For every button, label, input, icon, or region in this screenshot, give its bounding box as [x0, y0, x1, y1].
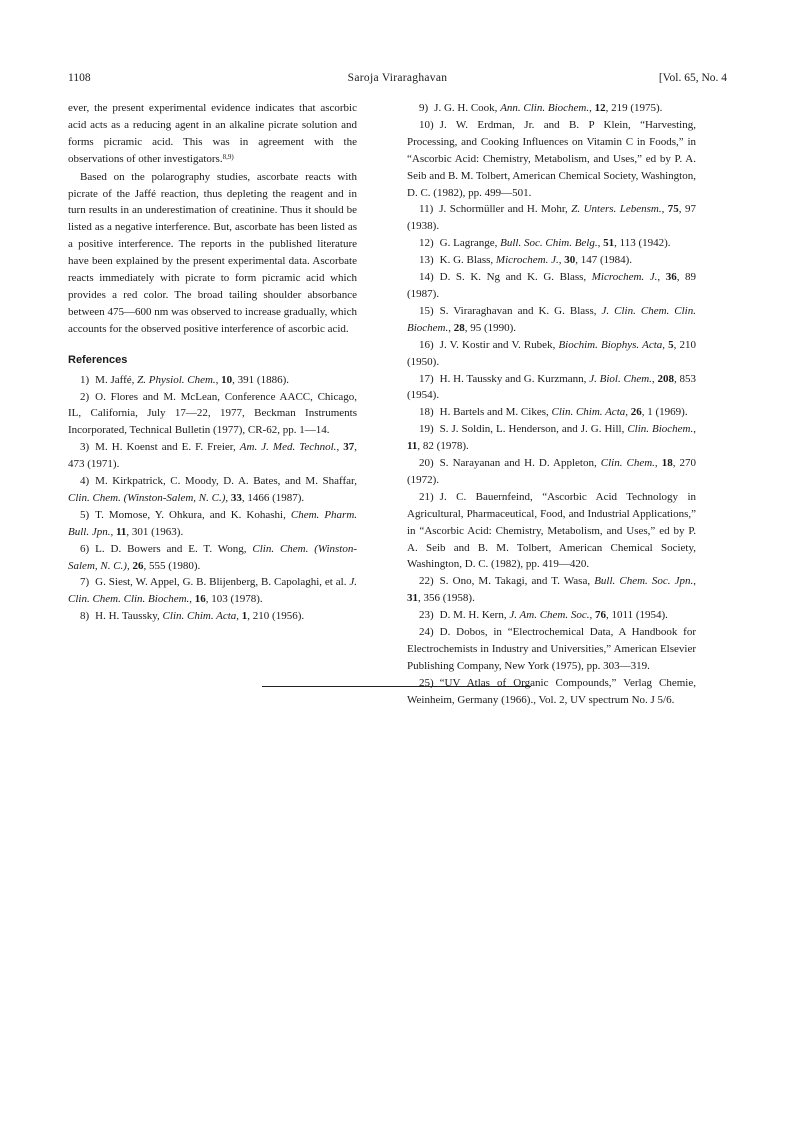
reference-authors: M. H. Koenst and E. F. Freier,: [95, 441, 240, 454]
reference-authors: H. Bartels and M. Cikes,: [439, 406, 552, 419]
reference-number: 25): [419, 676, 434, 689]
reference-authors: “UV Atlas of Organic Compounds,” Verlag Chemie, Weinheim, Germany (1966)., Vol. 2, UV spectrum No. J 5/6.: [407, 676, 696, 706]
reference-journal: Microchem. J.: [495, 254, 559, 267]
reference-journal: J. Biol. Chem.: [589, 372, 652, 385]
reference-authors: M. Jaffé,: [95, 373, 138, 386]
reference-number: 13): [419, 254, 434, 267]
reference-journal: Clin. Chem. (Winston-Salem, N. C.): [68, 491, 226, 504]
running-header: [68, 72, 727, 88]
reference-pages: , 82 (1978).: [417, 440, 469, 453]
reference-volume: 16: [194, 593, 206, 606]
reference-volume: 33: [230, 491, 242, 504]
reference-authors: J. C. Bauernfeind, “Ascorbic Acid Technology in Agricultural, Pharmaceutical, Food, and Industrial Applications,” in “Ascorbic Acid: Chemistry, Metabolism, and Uses,” ed by P. A. Seib and B. M. Tolbert, American Chemical Society, Washington, D. C. (1982), pp. 419—420.: [407, 490, 696, 571]
reference-authors: J. G. H. Cook,: [434, 102, 501, 114]
reference-pages: , 270 (1972).: [407, 457, 697, 486]
reference-journal: Bull. Soc. Chim. Belg.: [500, 237, 598, 250]
reference-item: [407, 489, 696, 574]
reference-item: 7) G. Siest, W. Appel, G. B. Blijenberg, B. Capolaghi, et al. J. Clin. Chem. Clin. Biochem., 16, 103 (1978).: [68, 576, 357, 606]
reference-authors: S. Narayanan and H. D. Appleton,: [439, 457, 601, 470]
reference-number: 6): [80, 542, 90, 555]
reference-pages: , 95 (1990).: [464, 321, 517, 334]
reference-item: 3) M. H. Koenst and E. F. Freier, Am. J. Med. Technol., 37, 473 (1971).: [68, 441, 357, 471]
reference-item: 16) J. V. Kostir and V. Rubek, Biochim. Biophys. Acta, 5, 210 (1950).: [407, 338, 697, 368]
reference-item: 12) G. Lagrange, Bull. Soc. Chim. Belg., 51, 113 (1942).: [419, 237, 671, 250]
reference-number: 12): [419, 237, 434, 250]
reference-item: 9) J. G. H. Cook, Ann. Clin. Biochem., 12, 219 (1975).: [419, 102, 663, 114]
reference-item: 22) S. Ono, M. Takagi, and T. Wasa, Bull. Chem. Soc. Jpn., 31, 356 (1958).: [407, 575, 696, 605]
reference-pages: , 97 (1938).: [407, 203, 696, 233]
reference-authors: H. H. Taussky,: [95, 610, 163, 623]
reference-authors: M. Kirkpatrick, C. Moody, D. A. Bates, and M. Shaffar,: [95, 475, 357, 488]
body-paragraph-2: Based on the polarography studies, ascorbate reacts with picrate of the Jaffé reaction, thus depleting the reagent and in turn results in an underestimation of creatinine. Thus it should be listed as a negative interference. But, ascorbate has been listed as a positive interference. The reports in the published literature have been explained by the present experimental data. Ascorbate reacts immediately with picrate to form picramic acid which provides a red color. The broad tailing shoulder absorbance between 475—600 nm was observed to increase gradually, which accounts for the observed positive interference of ascorbic acid.: [68, 170, 357, 335]
reference-volume: 208: [657, 372, 674, 385]
reference-volume: 10: [221, 373, 233, 386]
reference-volume: 30: [564, 254, 576, 267]
body-paragraph-1: [68, 100, 357, 168]
reference-pages: , 391 (1886).: [232, 373, 289, 386]
reference-item: [407, 675, 696, 709]
reference-authors: O. Flores and M. McLean, Conference AACC, Chicago, IL, California, July 17—22, 1977, Beckman Instruments Incorporated, Technical Bulletin (1977), CR-62, pp. 1—14.: [68, 390, 357, 437]
reference-journal: J. Clin. Chem. Clin. Biochem.: [407, 304, 696, 334]
reference-journal: J. Am. Chem. Soc.: [509, 609, 590, 622]
reference-pages: , 853 (1954).: [407, 372, 697, 402]
reference-volume: 51: [603, 237, 615, 250]
reference-pages: , 113 (1942).: [614, 237, 671, 250]
reference-volume: 76: [595, 609, 606, 622]
reference-item: [407, 624, 696, 675]
reference-authors: J. V. Kostir and V. Rubek,: [439, 338, 559, 351]
reference-journal: Bull. Chem. Soc. Jpn.: [594, 575, 694, 588]
reference-journal: Clin. Chim. Acta: [162, 610, 237, 623]
reference-pages: , 147 (1984).: [575, 254, 633, 267]
reference-number: 22): [419, 575, 434, 588]
reference-journal: Clin. Chem.: [600, 457, 655, 470]
reference-journal: Am. J. Med. Technol.: [239, 441, 337, 454]
reference-volume: 1: [241, 610, 248, 623]
reference-item: [68, 389, 357, 440]
reference-number: 14): [419, 271, 434, 284]
reference-volume: 31: [407, 592, 418, 605]
reference-authors: K. G. Blass,: [439, 254, 496, 267]
reference-item: 6) L. D. Bowers and E. T. Wong, Clin. Chem. (Winston-Salem, N. C.), 26, 555 (1980).: [68, 542, 357, 572]
page-number: 1108: [68, 72, 91, 84]
reference-pages: , 1466 (1987).: [241, 491, 305, 504]
reference-item: [407, 117, 696, 202]
reference-pages: , 473 (1971).: [68, 441, 357, 471]
reference-number: 23): [419, 609, 434, 622]
reference-number: 11): [419, 203, 434, 216]
running-author: [68, 72, 727, 84]
para1-text: ever, the present experimental evidence indicates that ascorbic acid acts as a reducing agent in an alkaline picrate solution and forms picramic acid. This was in agreement with the observations of other investigators.: [68, 102, 357, 165]
reference-volume: 36: [665, 271, 677, 284]
reference-item: 5) T. Momose, Y. Ohkura, and K. Kohashi, Chem. Pharm. Bull. Jpn., 11, 301 (1963).: [68, 508, 358, 538]
reference-authors: L. D. Bowers and E. T. Wong,: [95, 542, 253, 555]
reference-journal: Z. Physiol. Chem.: [137, 373, 216, 386]
reference-journal: Clin. Biochem.: [627, 423, 694, 436]
reference-pages: , 89 (1987).: [407, 271, 696, 300]
reference-volume: 12: [594, 102, 606, 114]
reference-journal: Z. Unters. Lebensm.: [571, 203, 662, 216]
reference-volume: 26: [630, 406, 642, 419]
reference-pages: , 210 (1956).: [247, 610, 305, 623]
reference-number: 19): [419, 423, 434, 436]
reference-pages: , 219 (1975).: [605, 102, 663, 114]
author-first: Saroja: [347, 72, 379, 84]
references-heading: References: [68, 353, 128, 366]
right-column: [407, 100, 696, 709]
reference-journal: Chem. Pharm. Bull. Jpn.: [68, 508, 358, 538]
reference-item: 14) D. S. K. Ng and K. G. Blass, Microchem. J., 36, 89 (1987).: [407, 271, 696, 300]
reference-volume: 75: [667, 203, 679, 216]
reference-journal: Ann. Clin. Biochem.: [500, 102, 590, 114]
reference-item: 18) H. Bartels and M. Cikes, Clin. Chim. Acta, 26, 1 (1969).: [419, 406, 688, 419]
reference-authors: J. Schormüller and H. Mohr,: [439, 203, 572, 216]
reference-journal: Biochim. Biophys. Acta: [558, 338, 663, 351]
reference-volume: 18: [661, 457, 673, 470]
reference-number: 2): [80, 390, 90, 403]
reference-number: 4): [80, 475, 90, 488]
references-list-right: [407, 100, 696, 709]
reference-volume: 28: [453, 321, 465, 334]
reference-number: 9): [419, 102, 429, 114]
author-last: Viraraghavan: [381, 72, 448, 84]
reference-volume: 5: [668, 338, 674, 351]
reference-number: 18): [419, 406, 434, 419]
reference-item: 19) S. J. Soldin, L. Henderson, and J. G. Hill, Clin. Biochem., 11, 82 (1978).: [407, 423, 696, 453]
reference-authors: D. Dobos, in “Electrochemical Data, A Handbook for Electrochemists in Industry and Universities,” American Elsevier Publishing Company, New York (1975), pp. 303—319.: [407, 626, 696, 672]
reference-item: 8) H. H. Taussky, Clin. Chim. Acta, 1, 210 (1956).: [80, 610, 305, 623]
reference-number: 3): [80, 441, 90, 454]
reference-journal: Clin. Chem. (Winston-Salem, N. C.): [68, 542, 357, 572]
reference-number: 10): [419, 118, 434, 131]
reference-authors: S. J. Soldin, L. Henderson, and J. G. Hill,: [439, 423, 628, 436]
end-rule: [262, 686, 531, 687]
reference-number: 16): [419, 338, 434, 351]
reference-volume: 37: [343, 441, 355, 454]
reference-item: 15) S. Viraraghavan and K. G. Blass, J. Clin. Chem. Clin. Biochem., 28, 95 (1990).: [407, 304, 696, 334]
references-list-left: [68, 372, 357, 626]
reference-journal: J. Clin. Chem. Clin. Biochem.: [68, 576, 357, 606]
reference-number: 15): [419, 304, 434, 317]
reference-item: 13) K. G. Blass, Microchem. J., 30, 147 (1984).: [419, 254, 633, 267]
reference-authors: G. Siest, W. Appel, G. B. Blijenberg, B. Capolaghi, et al.: [95, 576, 350, 589]
reference-number: 17): [419, 372, 434, 385]
reference-number: 8): [80, 610, 90, 623]
reference-pages: , 1 (1969).: [641, 406, 688, 419]
reference-number: 24): [419, 626, 434, 639]
reference-pages: , 1011 (1954).: [606, 609, 668, 622]
reference-authors: G. Lagrange,: [439, 237, 501, 250]
left-column: [68, 100, 357, 625]
reference-authors: S. Viraraghavan and K. G. Blass,: [439, 304, 602, 317]
reference-pages: , 356 (1958).: [418, 592, 475, 605]
volume-info: [Vol. 65, No. 4: [658, 72, 727, 84]
reference-item: 4) M. Kirkpatrick, C. Moody, D. A. Bates, and M. Shaffar, Clin. Chem. (Winston-Salem, N. C.), 33, 1466 (1987).: [68, 475, 357, 504]
reference-pages: , 210 (1950).: [407, 338, 697, 368]
reference-number: 1): [80, 373, 90, 386]
reference-item: 17) H. H. Taussky and G. Kurzmann, J. Biol. Chem., 208, 853 (1954).: [407, 372, 697, 402]
reference-journal: Clin. Chim. Acta: [551, 406, 626, 419]
reference-volume: 11: [115, 525, 127, 538]
reference-number: 7): [80, 576, 90, 589]
reference-number: 5): [80, 508, 90, 521]
reference-volume: 26: [132, 559, 144, 572]
citation-superscript: 8,9): [222, 152, 234, 161]
reference-authors: D. S. K. Ng and K. G. Blass,: [439, 271, 592, 284]
reference-journal: Microchem. J.: [591, 271, 658, 284]
reference-authors: H. H. Taussky and G. Kurzmann,: [439, 372, 590, 385]
reference-pages: , 103 (1978).: [205, 593, 263, 606]
reference-number: 21): [419, 490, 434, 503]
reference-item: 23) D. M. H. Kern, J. Am. Chem. Soc., 76, 1011 (1954).: [419, 609, 668, 622]
reference-item: 1) M. Jaffé, Z. Physiol. Chem., 10, 391 (1886).: [80, 373, 289, 386]
reference-item: 11) J. Schormüller and H. Mohr, Z. Unters. Lebensm., 75, 97 (1938).: [407, 203, 696, 233]
reference-pages: , 555 (1980).: [143, 559, 201, 572]
reference-number: 20): [419, 457, 434, 470]
reference-authors: T. Momose, Y. Ohkura, and K. Kohashi,: [95, 508, 291, 521]
reference-pages: , 301 (1963).: [126, 525, 184, 538]
reference-authors: D. M. H. Kern,: [439, 609, 510, 622]
reference-item: 20) S. Narayanan and H. D. Appleton, Clin. Chem., 18, 270 (1972).: [407, 457, 697, 486]
reference-authors: J. W. Erdman, Jr. and B. P Klein, “Harvesting, Processing, and Cooking Influences on Vitamin C in Foods,” in “Ascorbic Acid: Chemistry, Metabolism, and Uses,” ed by P. A. Seib and B. M. Tolbert, American Chemical Society, Washington, D. C. (1982), pp. 499—501.: [407, 118, 696, 199]
reference-authors: S. Ono, M. Takagi, and T. Wasa,: [439, 575, 595, 588]
reference-volume: 11: [407, 440, 418, 453]
